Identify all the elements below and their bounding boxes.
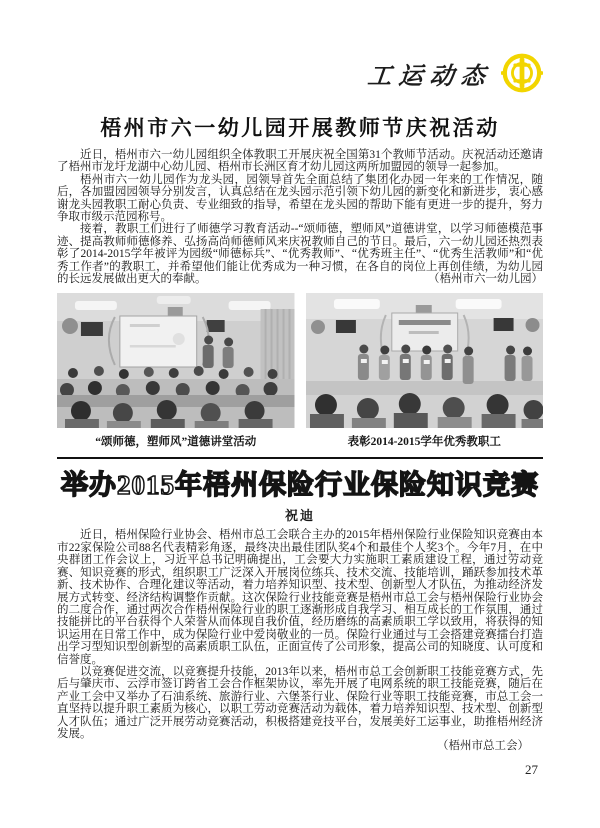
masthead: [57, 50, 543, 96]
article2-author: 祝迪: [284, 508, 315, 524]
article1-paragraph: 近日，梧州市六一幼儿园组织全体教职工开展庆祝全国第31个教师节活动。庆祝活动还邀请了梧州市龙圩龙湖中心幼儿园、梧州市长洲区育才幼儿园这两所加盟园的领导一起参加。: [57, 149, 543, 174]
article1-paragraph: 梧州市六一幼儿园作为龙头园，园领导首先全面总结了集团化办园一年来的工作情况，随后，各加盟园园领导分别发言，认真总结在龙头园示范引领下幼儿园的新变化和新进步，衷心感谢龙头园教职工耐心负责、专业细致的指导，希望在龙头园的帮助下能有更进一步的提升，努力争取市级示范园称号。: [57, 173, 543, 224]
photo-lecture: [57, 293, 295, 449]
page-number: 27: [525, 762, 538, 777]
article2-body: [57, 529, 543, 752]
section-divider: [57, 457, 543, 459]
award-photo-image: [306, 293, 544, 428]
trade-union-logo-icon: [501, 52, 543, 94]
article1-title: 梧州市六一幼儿园开展教师节庆祝活动: [100, 116, 500, 140]
award-photo-caption: 表彰2014-2015学年优秀教职工: [347, 436, 501, 449]
article2-attribution: （梧州市总工会）: [437, 740, 529, 753]
lecture-photo-image: [57, 293, 295, 428]
article2-title: 举办2015年梧州保险行业保险知识竞赛: [61, 470, 539, 501]
article1-paragraph: 接着，教职工们进行了师德学习教育活动--“颂师德，塑师风”道德讲堂，以学习师德模范事迹、提高教师师德修养、弘扬高尚师德师风来庆祝教师自己的节日。最后，六一幼儿园还热烈表彰了2014-2015学年被评为园级“师德标兵”、“优秀教师”、“优秀班主任”、“优秀生活教师”和“优秀工作者”的教职工，并希望他们能让优秀成为一种习惯，在各自的岗位上再创佳绩，为幼儿园的长远发展做出更大的奉献。: [57, 223, 543, 286]
article2-paragraph: 以竞赛促进交流，以竞赛提升技能，2013年以来，梧州市总工会创新职工技能竞赛方式，先后与肇庆市、云浮市签订跨省工会合作框架协议，率先开展了电网系统的职工技能竞赛，随后在产业工会中又举办了石油系统、旅游行业、六堡茶行业、保险行业等职工技能竞赛，市总工会一直坚持以提升职工素质为核心，以职工劳动竞赛活动为载体，着力培养知识型、技术型、创新型人才队伍；通过广泛开展劳动竞赛活动，积极搭建竞技平台，发展美好工运事业，助推梧州经济发展。: [57, 665, 543, 740]
article2-paragraph: 近日，梧州保险行业协会、梧州市总工会联合主办的2015年梧州保险行业保险知识竞赛由本市22家保险公司88名代表精彩角逐，最终决出最佳团队奖4个和最佳个人奖3个。今年7月，在中央群团工作会议上，习近平总书记明确提出，工会要大力实施职工素质建设工程，通过劳动竞赛、知识竞赛的形式，组织职工广泛深入开展岗位练兵、技术交流、技能培训，踊跃参加技术革新、技术协作、合理化建议等活动，着力培养知识型、技术型、创新型人才队伍，为推动经济发展方式转变、经济结构调整作贡献。这次保险行业技能竞赛是梧州市总工会与梧州保险行业协会的二度合作，通过两次合作梧州保险行业的职工逐渐形成自我学习、相互成长的工作氛围，通过技能拼比的平台获得个人荣誉从而体现自我价值，经历磨练的高素质职工学以致用，将获得的知识运用在日常工作中，成为保险行业中爱岗敬业的一员。保险行业通过与工会搭建竞赛擂台打造出学习型知识型创新型的高素质职工队伍，正面宣传了公司形象，提高公司的知晓度、认可度和信誉度。: [57, 529, 543, 666]
lecture-photo-caption: “颂师德，塑师风”道德讲堂活动: [95, 436, 257, 449]
photo-row: [57, 293, 543, 449]
article1-attribution: （梧州市六一幼儿园）: [428, 273, 543, 286]
photo-award: [306, 293, 544, 449]
masthead-title: 工运动态: [366, 63, 493, 90]
article1-body: [57, 149, 543, 285]
